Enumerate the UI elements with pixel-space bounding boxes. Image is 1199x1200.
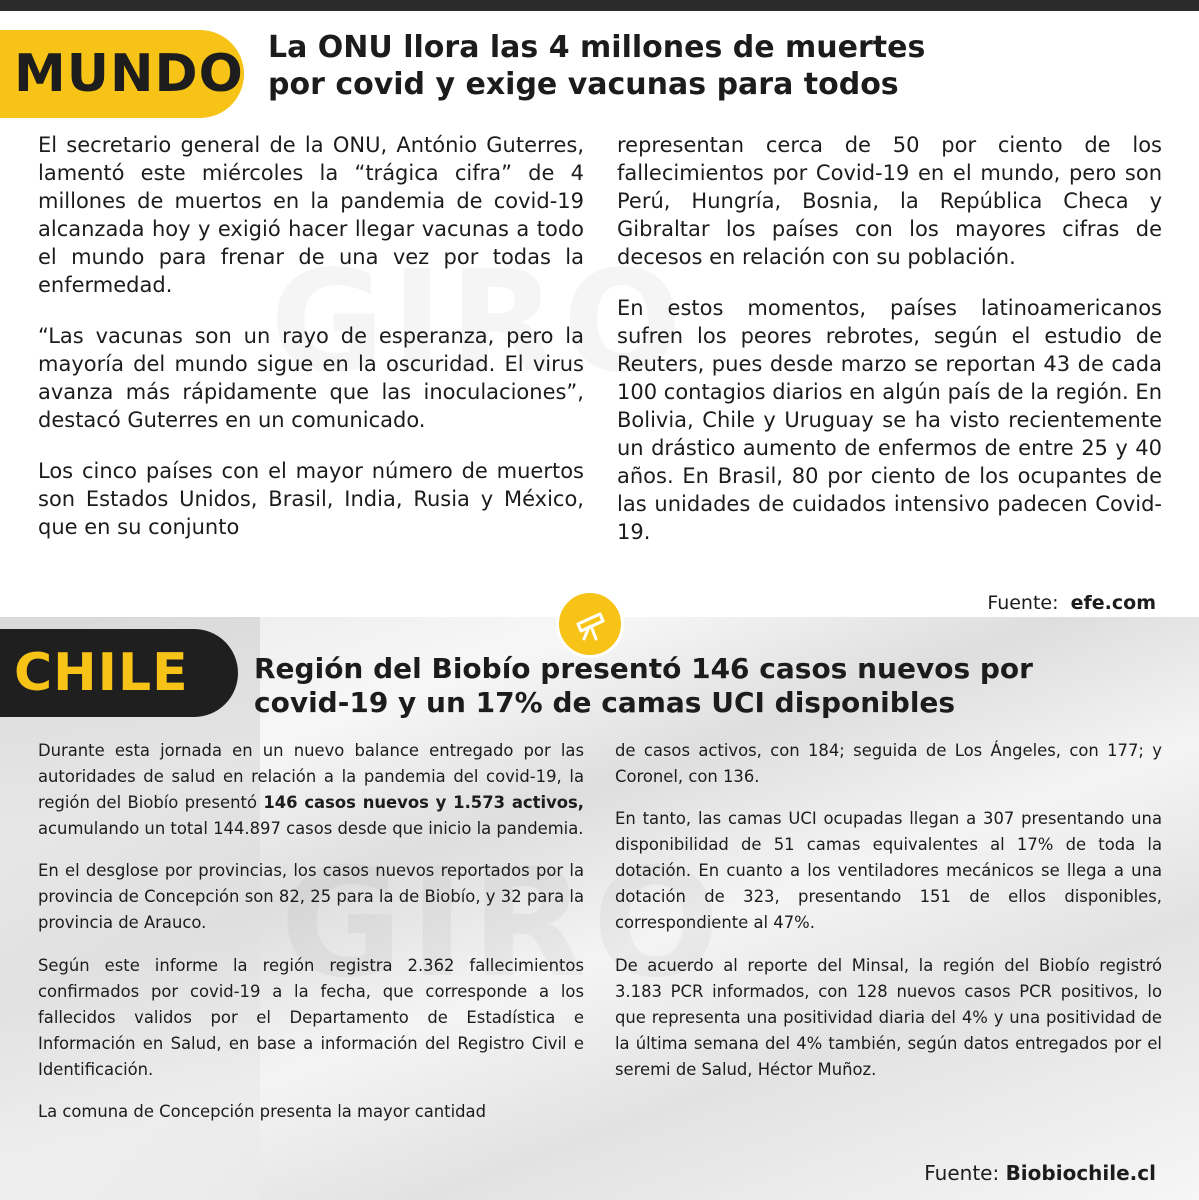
chile-source: [924, 1161, 1156, 1185]
mundo-right-column: [617, 131, 1162, 569]
chile-right-column: [615, 738, 1162, 1099]
chile-left-paragraph: [38, 738, 584, 842]
mundo-headline-line2: por covid y exige vacunas para todos: [268, 66, 899, 102]
chile-right-paragraph: De acuerdo al reporte del Minsal, la región del Biobío registró 3.183 PCR informados, con 128 nuevos casos PCR positivos, lo que representa una positividad diaria del 4% y una positividad de la última semana del 4% también, según datos entregados por el seremi de Salud, Héctor Muñoz.: [615, 955, 1162, 1079]
mundo-tag: MUNDO: [0, 30, 244, 118]
chile-source-name: Biobiochile.cl: [1005, 1161, 1156, 1185]
mundo-left-paragraph: El secretario general de la ONU, António Guterres, lamentó este miércoles la “trágica cifra” de 4 millones de muertos en la pandemia de covid-19 alcanzada hoy y exigió hacer llegar vacunas a todo el mundo para frenar de una vez por todas la enfermedad.: [38, 133, 584, 297]
chile-highlight: 146 casos nuevos y 1.573 activos,: [263, 793, 584, 812]
mundo-source-label: Fuente:: [987, 592, 1059, 614]
mundo-left-paragraph: Los cinco países con el mayor número de muertos son Estados Unidos, Brasil, India, Rusia y México, que en su conjunto: [38, 459, 584, 540]
mundo-right-paragraph: representan cerca de 50 por ciento de los fallecimientos por Covid-19 en el mundo, pero son Perú, Hungría, Bosnia, la República Checa y Gibraltar los países con los mayores cifras de decesos en relación con su población.: [617, 133, 1162, 269]
chile-left-paragraph: Según este informe la región registra 2.362 fallecimientos confirmados por covid-19 a la fecha, que corresponde a los fallecidos validos por el Departamento de Estadística e Información en Salud, en base a información del Registro Civil e Identificación.: [38, 955, 584, 1079]
chile-text: Durante esta jornada en un nuevo balance entregado por las autoridades de salud en relación a la pandemia del covid-19, la región del Biobío presentó: [38, 741, 584, 812]
telescope-icon: [556, 590, 624, 658]
mundo-source: [987, 592, 1156, 614]
chile-headline-line2: covid-19 y un 17% de camas UCI disponibles: [254, 686, 956, 720]
top-bar: [0, 0, 1199, 11]
chile-source-label: Fuente:: [924, 1161, 1000, 1185]
chile-left-paragraph: En el desglose por provincias, los casos nuevos reportados por la provincia de Concepción son 82, 25 para la de Biobío, y 32 para la provincia de Arauco.: [38, 861, 584, 933]
chile-right-paragraph: En tanto, las camas UCI ocupadas llegan a 307 presentando una disponibilidad de 51 camas equivalentes al 17% de toda la dotación. En cuanto a los ventiladores mecánicos se llega a una dotación de 323, presentando 151 de ellos disponibles, correspondiente al 47%.: [615, 809, 1162, 933]
chile-left-column: [38, 738, 584, 1142]
mundo-source-name: efe.com: [1070, 592, 1156, 614]
mundo-left-paragraph: “Las vacunas son un rayo de esperanza, pero la mayoría del mundo sigue en la oscuridad. El virus avanza más rápidamente que las inoculaciones”, destacó Guterres en un comunicado.: [38, 324, 584, 433]
chile-headline: [254, 652, 1154, 720]
mundo-headline: [268, 30, 1068, 103]
chile-headline-line1: Región del Biobío presentó 146 casos nuevos por: [254, 652, 1033, 685]
chile-tag: CHILE: [0, 629, 238, 717]
chile-right-paragraph: de casos activos, con 184; seguida de Los Ángeles, con 177; y Coronel, con 136.: [615, 741, 1162, 786]
mundo-headline-line1: La ONU llora las 4 millones de muertes: [268, 30, 926, 65]
chile-left-paragraph: La comuna de Concepción presenta la mayor cantidad: [38, 1102, 487, 1122]
mundo-right-paragraph: En estos momentos, países latinoamericanos sufren los peores rebrotes, según el estudio de Reuters, pues desde marzo se reportan 43 de cada 100 contagios diarios en algún país de la región. En Bolivia, Chile y Uruguay se ha visto recientemente un drástico aumento de enfermos de entre 25 y 40 años. En Brasil, 80 por ciento de los ocupantes de las unidades de cuidados intensivo padecen Covid-19.: [617, 296, 1162, 545]
mundo-left-column: [38, 131, 584, 564]
chile-text: acumulando un total 144.897 casos desde que inicio la pandemia.: [38, 819, 584, 838]
